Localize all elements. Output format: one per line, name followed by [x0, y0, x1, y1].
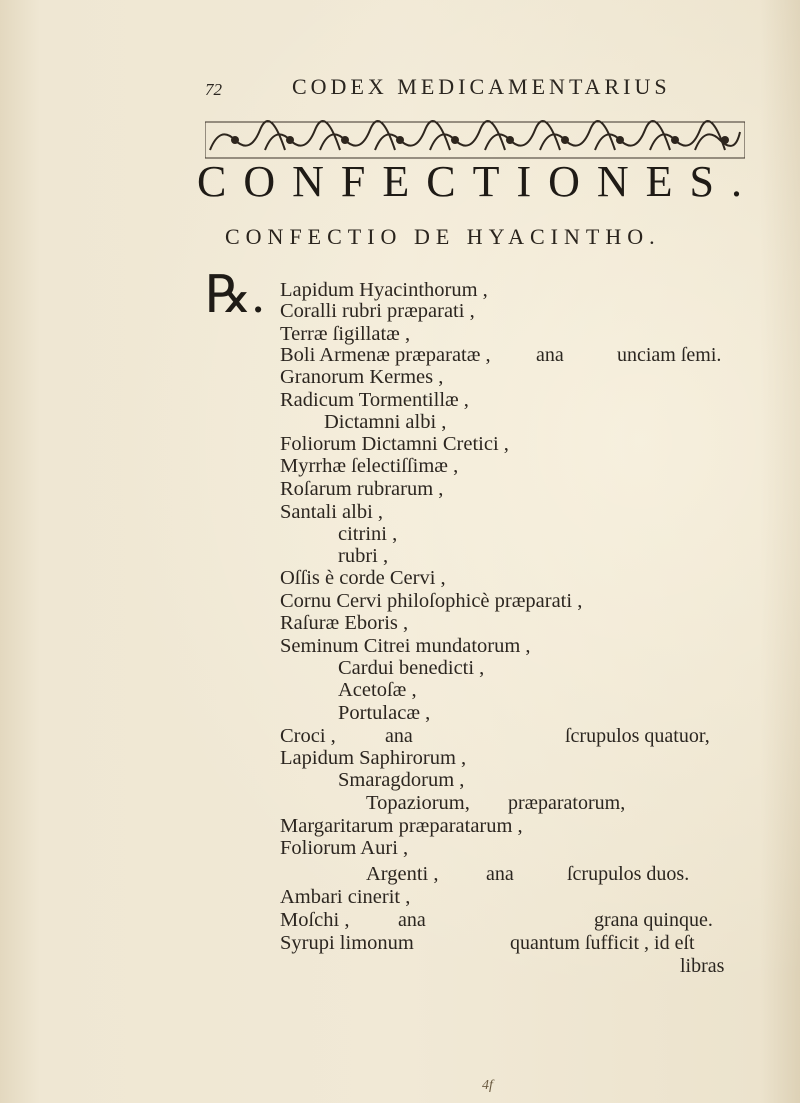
ingredient-line: Santali albi , [280, 501, 384, 523]
ingredient-line: Smaragdorum , [338, 769, 465, 791]
ingredient-line: Boli Armenæ præparatæ , [280, 344, 491, 366]
ingredient-line: Lapidum Saphirorum , [280, 747, 467, 769]
ingredient-line: Croci , [280, 725, 336, 747]
ingredient-line: Roſarum rubrarum , [280, 478, 444, 500]
ana-word: ana [486, 863, 514, 885]
dose-text: unciam ſemi. [617, 344, 722, 366]
recipe-symbol: ℞. [205, 267, 265, 324]
ana-word: ana [536, 344, 564, 366]
ingredient-line: Granorum Kermes , [280, 366, 444, 388]
ingredient-line: Syrupi limonum [280, 932, 414, 954]
ingredient-line: rubri , [338, 545, 389, 567]
ingredient-line: Topaziorum, [366, 792, 470, 814]
ingredient-line: Coralli rubri præparati , [280, 300, 475, 322]
ingredient-line: Myrrhæ ſelectiſſimæ , [280, 455, 459, 477]
catchword: 4f [482, 1078, 493, 1093]
recipe-title: CONFECTIO DE HYACINTHO. [225, 224, 661, 249]
dose-text: ſcrupulos quatuor, [565, 725, 710, 747]
ingredient-line: Acetoſæ , [338, 679, 417, 701]
ana-word: ana [398, 909, 426, 931]
ingredient-line: Lapidum Hyacinthorum , [280, 279, 488, 301]
ingredient-line: citrini , [338, 523, 398, 545]
ingredient-line: Oſſis è corde Cervi , [280, 567, 446, 589]
ingredient-line: Portulacæ , [338, 702, 431, 724]
ingredient-line: Cardui benedicti , [338, 657, 485, 679]
ingredient-line: Margaritarum præparatarum , [280, 815, 523, 837]
dose-text: grana quinque. [594, 909, 713, 931]
ingredient-line: Radicum Tormentillæ , [280, 389, 469, 411]
ingredient-line: Foliorum Dictamni Cretici , [280, 433, 509, 455]
dose-text: libras [680, 955, 725, 977]
ingredient-line: Ambari cinerit , [280, 886, 411, 908]
dose-text: quantum ſufficit , id eſt [510, 932, 695, 954]
decorative-band-icon [205, 120, 745, 160]
dose-text: ſcrupulos duos. [567, 863, 690, 885]
ingredient-line: Moſchi , [280, 909, 350, 931]
page-number: 72 [205, 80, 222, 99]
ana-word: ana [385, 725, 413, 747]
ingredient-line: Terræ ſigillatæ , [280, 323, 411, 345]
ingredient-line: Dictamni albi , [324, 411, 447, 433]
ingredient-line: Foliorum Auri , [280, 837, 409, 859]
dose-text: præparatorum, [508, 792, 626, 814]
ingredient-line: Seminum Citrei mundatorum , [280, 635, 531, 657]
section-title: CONFECTIONES. [197, 157, 760, 206]
ingredient-line: Cornu Cervi philoſophicè præparati , [280, 590, 583, 612]
running-title: CODEX MEDICAMENTARIUS [292, 74, 671, 99]
ingredient-line: Raſuræ Eboris , [280, 612, 409, 634]
ingredient-line: Argenti , [366, 863, 439, 885]
